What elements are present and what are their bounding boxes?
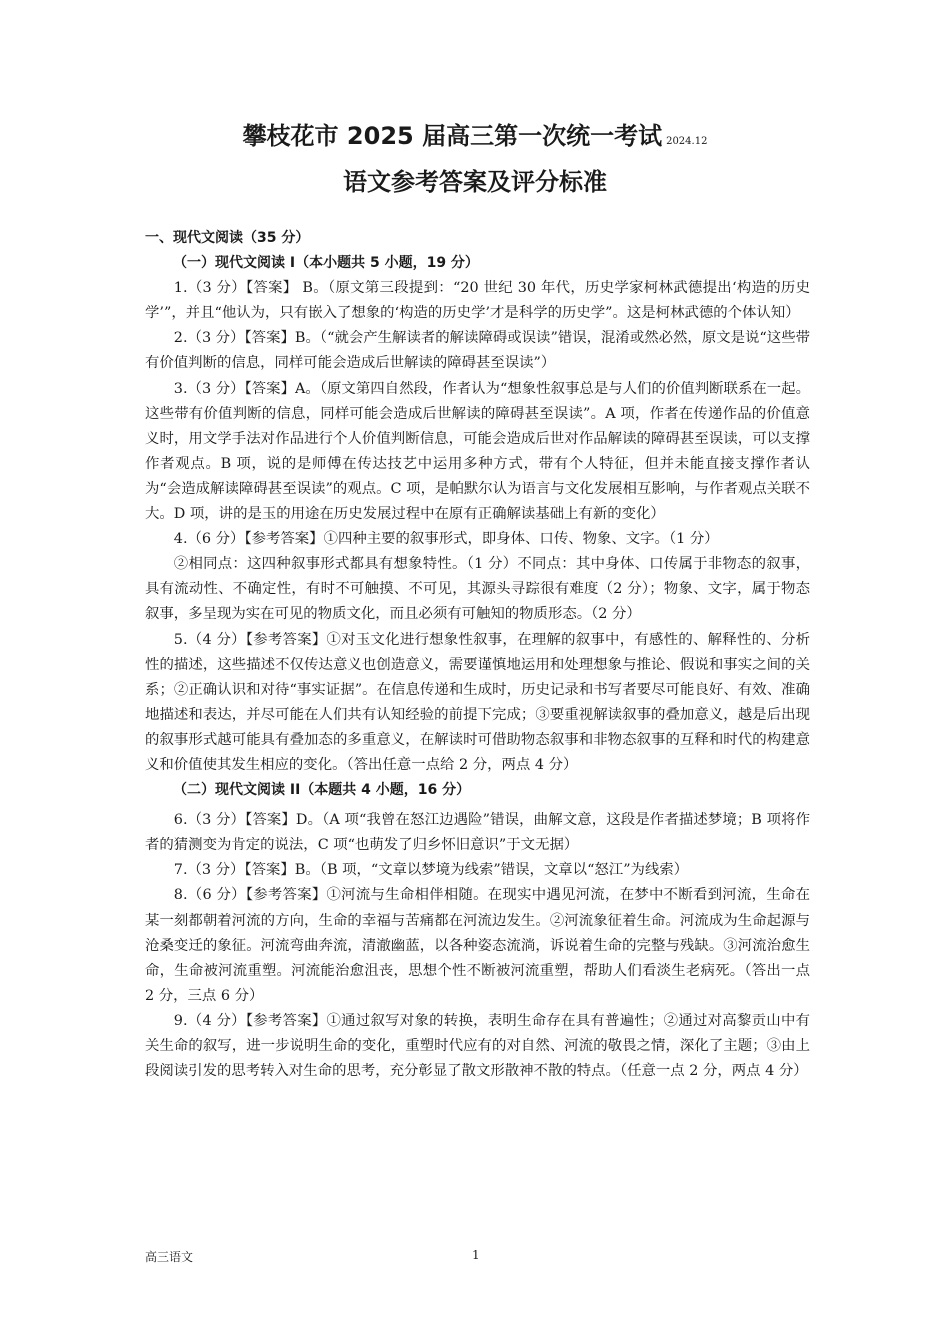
answer-q1: 1.（3 分）【答案】 B。（原文第三段提到：“20 世纪 30 年代，历史学家柯林武德提出‘构造的历史学’”，并且“他认为，只有嵌入了想象的‘构造的历史学’才是科学的历史学”。这是柯林武德的个体认知） bbox=[145, 280, 810, 322]
answer-q8: 8.（6 分）【参考答案】①河流与生命相伴相随。在现实中遇见河流，在梦中不断看到河流，生命在某一刻都朝着河流的方向，生命的幸福与苦痛都在河流边发生。②河流象征着生命。河流成为生命起源与沧桑变迁的象征。河流弯曲奔流，清澈幽蓝，以各种姿态流淌，诉说着生命的完整与残缺。③河流治愈生命，生命被河流重塑。河流能治愈沮丧，思想个性不断被河流重塑，帮助人们看淡生老病死。（答出一点 2 分，三点 6 分） bbox=[145, 887, 810, 1004]
answer-q3: 3.（3 分）【答案】A。（原文第四自然段，作者认为“想象性叙事总是与人们的价值判断联系在一起。这些带有价值判断的信息，同样可能会造成后世解读的障碍甚至误读”。A 项，作者在传递作品的价值意义时，用文学手法对作品进行个人价值判断信息，可能会造成后世对作品解读的障碍甚至误读，可以支撑作者观点。B 项，说的是师傅在传达技艺中运用多种方式，带有个人特征，但并未能直接支撑作者认为“会造成解读障碍甚至误读”的观点。C 项，是帕默尔认为语言与文化发展相互影响，与作者观点关联不大。D 项，讲的是玉的用途在历史发展过程中在原有正确解读基础上有新的变化） bbox=[145, 380, 810, 523]
page-number: 1 bbox=[472, 1248, 480, 1262]
subsection-heading-1: （一）现代文阅读 I（本小题共 5 小题，19 分） bbox=[173, 255, 479, 272]
answer-q9: 9.（4 分）【参考答案】①通过叙写对象的转换，表明生命存在具有普遍性；②通过对高黎贡山中有关生命的叙写，进一步说明生命的变化，重塑时代应有的对自然、河流的敬畏之情，深化了主题；③由上段阅读引发的思考转入对生命的思考，充分彰显了散文形散神不散的特点。（任意一点 2 分，两点 4 分） bbox=[145, 1012, 810, 1080]
section-heading: 一、现代文阅读（35 分） bbox=[145, 230, 310, 246]
title-date: 2024.12 bbox=[666, 136, 708, 147]
document-title bbox=[0, 116, 950, 151]
answer-q5: 5.（4 分）【参考答案】①对玉文化进行想象性叙事，在理解的叙事中，有感性的、解释性的、分析性的描述，这些描述不仅传达意义也创造意义，需要谨慎地运用和处理想象与推论、假说和事实之间的关系；②正确认识和对待“事实证据”。在信息传递和生成时，历史记录和书写者要尽可能良好、有效、准确地描述和表达，并尽可能在人们共有认知经验的前提下完成；③要重视解读叙事的叠加意义，越是后出现的叙事形式越可能具有叠加态的多重意义，在解读时可借助物态叙事和非物态叙事的互释和时代的构建意义和价值使其发生相应的变化。（答出任意一点给 2 分，两点 4 分） bbox=[145, 631, 810, 773]
answer-q7: 7.（3 分）【答案】B。（B 项，“文章以梦境为线索”错误，文章以“怒江”为线索） bbox=[173, 862, 689, 879]
footer-label: 高三语文 bbox=[145, 1250, 194, 1264]
subsection-heading-2: （二）现代文阅读 II（本题共 4 小题，16 分） bbox=[173, 782, 471, 799]
answer-q2: 2.（3 分）【答案】B。（“就会产生解读者的解读障碍或误读”错误，混淆或然必然，原文是说“这些带有价值判断的信息，同样可能会造成后世解读的障碍甚至误读”） bbox=[145, 330, 810, 372]
answer-q6: 6.（3 分）【答案】D。（A 项“我曾在怒江边遇险”错误，曲解文意，这段是作者描述梦境；B 项将作者的猜测变为肯定的说法，C 项“也萌发了归乡怀旧意识”于文无据） bbox=[145, 812, 810, 854]
answer-content bbox=[145, 226, 810, 1084]
title-main: 攀枝花市 2025 届高三第一次统一考试 bbox=[242, 122, 663, 150]
answer-q4-part2: ②相同点：这四种叙事形式都具有想象特性。（1 分）不同点：其中身体、口传属于非物态的叙事，具有流动性、不确定性，有时不可触摸、不可见，其源头寻踪很有难度（2 分）；物象、文字，属于物态叙事，多呈现为实在可见的物质文化，而且必须有可触知的物质形态。（2 分） bbox=[145, 556, 810, 623]
document-subtitle: 语文参考答案及评分标准 bbox=[343, 168, 607, 196]
answer-q4-part1: 4.（6 分）【参考答案】①四种主要的叙事形式，即身体、口传、物象、文字。（1 分） bbox=[173, 531, 719, 548]
